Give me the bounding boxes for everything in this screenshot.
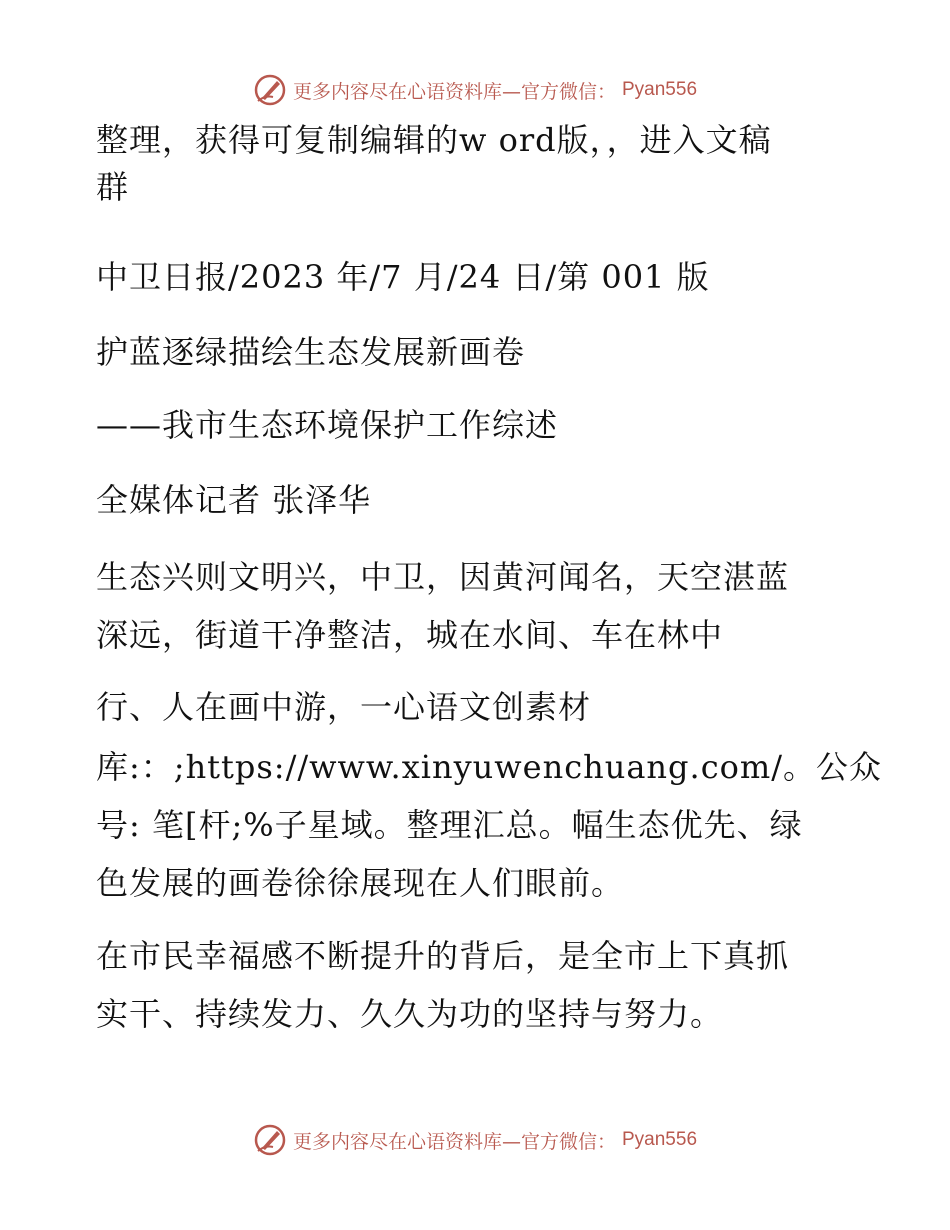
quill-pen-logo-icon bbox=[253, 1123, 287, 1157]
text-line: 行、人在画中游，一心语文创素材 bbox=[96, 688, 592, 726]
text-line: 整理，获得可复制编辑的w ord版，，进入文稿 bbox=[96, 121, 772, 159]
article-title: 护蓝逐绿描绘生态发展新画卷 bbox=[96, 333, 526, 371]
article-byline: 全媒体记者 张泽华 bbox=[96, 481, 372, 519]
publication-info: 中卫日报/2023 年/7 月/24 日/第 001 版 bbox=[96, 258, 710, 296]
header-watermark bbox=[0, 70, 950, 110]
text-line: 深远，街道干净整洁，城在水间、车在林中 bbox=[96, 616, 724, 654]
footer-watermark bbox=[0, 1120, 950, 1160]
text-line: 群 bbox=[96, 168, 130, 206]
text-line: 色发展的画卷徐徐展现在人们眼前。 bbox=[96, 864, 625, 902]
text-line: 生态兴则文明兴，中卫，因黄河闻名，天空湛蓝 bbox=[96, 558, 790, 596]
text-line: 库:：;https://www.xinyuwenchuang.com/。公众 bbox=[96, 748, 883, 786]
text-line: 在市民幸福感不断提升的背后，是全市上下真抓 bbox=[96, 937, 790, 975]
watermark-account: Pyan556 bbox=[622, 79, 698, 100]
text-line: 号: 笔[杆;%子星域。整理汇总。幅生态优先、绿 bbox=[96, 806, 803, 844]
article-subtitle: ——我市生态环境保护工作综述 bbox=[96, 406, 559, 444]
watermark-account: Pyan556 bbox=[622, 1129, 698, 1150]
text-line: 实干、持续发力、久久为功的坚持与努力。 bbox=[96, 995, 724, 1033]
watermark-text: 更多内容尽在心语资料库—官方微信： bbox=[292, 1130, 616, 1153]
watermark-text: 更多内容尽在心语资料库—官方微信： bbox=[292, 80, 616, 103]
quill-pen-logo-icon bbox=[253, 73, 287, 107]
